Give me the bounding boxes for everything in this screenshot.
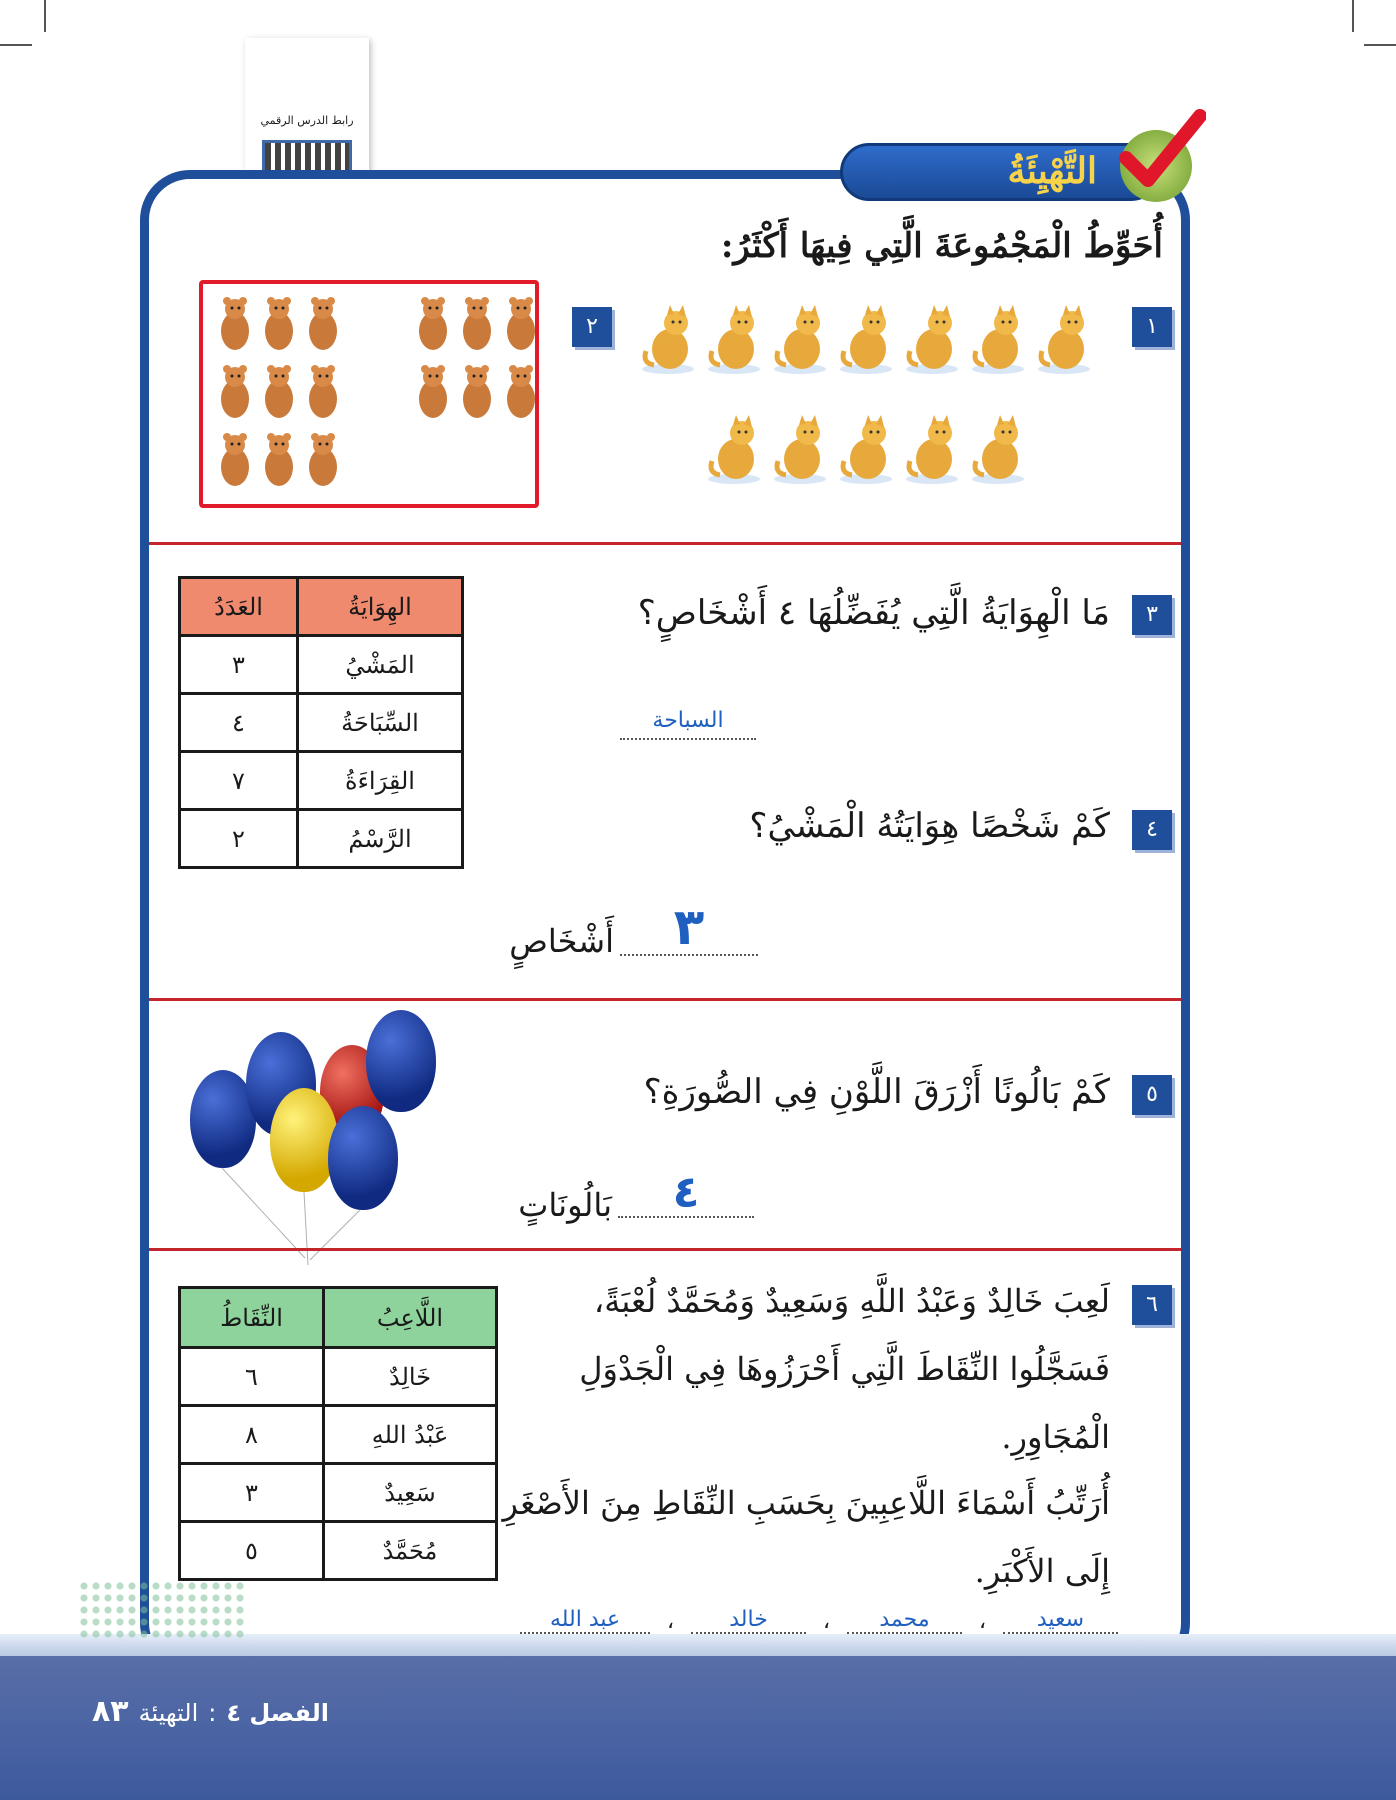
answer-6-4: عبد الله xyxy=(549,1607,621,1632)
table-cell: ٦ xyxy=(180,1348,324,1406)
table-cell: السِّبَاحَةُ xyxy=(298,694,463,752)
cat-figure xyxy=(706,305,762,379)
answer-6-2: محمد xyxy=(879,1607,930,1632)
cat-figure xyxy=(904,305,960,379)
answer-field-4[interactable] xyxy=(620,900,758,956)
hamster-figure xyxy=(303,363,343,425)
cat-figure xyxy=(904,415,960,489)
question-3-text: مَا الْهِوَايَةُ الَّتِي يُفَضِّلُهَا ٤ أَشْخَاصٍ؟ xyxy=(637,593,1110,633)
question-number-4: ٤ xyxy=(1132,810,1172,850)
hamster-figure xyxy=(501,363,541,425)
answer-5: ٤ xyxy=(672,1167,700,1218)
table-row xyxy=(180,752,463,810)
cat-figure xyxy=(640,305,696,379)
section-divider xyxy=(149,542,1181,545)
answer-row-6 xyxy=(520,1600,1118,1634)
comma: ، xyxy=(822,1609,831,1634)
answer-field-6[interactable] xyxy=(847,1607,962,1634)
hamster-figure xyxy=(413,363,453,425)
cat-figure xyxy=(838,415,894,489)
hamster-figure xyxy=(215,363,255,425)
footer-separator: : xyxy=(208,1699,217,1727)
hamster-figure xyxy=(501,295,541,357)
check-icon xyxy=(1120,130,1192,202)
crop-mark xyxy=(0,44,32,46)
title-banner xyxy=(840,143,1160,201)
table-header: النِّقَاطُ xyxy=(180,1288,324,1348)
table-header-row xyxy=(180,578,463,636)
cat-figure xyxy=(970,305,1026,379)
hamster-figure xyxy=(215,295,255,357)
balloons-image xyxy=(190,1010,450,1270)
crop-mark xyxy=(1364,44,1396,46)
table-row xyxy=(180,694,463,752)
answer-field-6[interactable] xyxy=(691,1607,806,1634)
question-6-line-4: أُرَتِّبُ أَسْمَاءَ اللَّاعِبِينَ بِحَسَبِ النِّقَاطِ مِنَ الأَصْغَرِ xyxy=(502,1484,1110,1522)
table-row xyxy=(180,810,463,868)
crop-mark xyxy=(44,0,46,32)
question-6-line-3: الْمُجَاوِرِ. xyxy=(1001,1418,1110,1456)
hamster-figure xyxy=(413,295,453,357)
hamster-figure xyxy=(259,431,299,493)
hamster-figure xyxy=(215,431,255,493)
question-number-1: ١ xyxy=(1132,307,1172,347)
answer-field-3[interactable] xyxy=(620,708,756,740)
comma: ، xyxy=(666,1609,675,1634)
table-row xyxy=(180,1522,497,1580)
comma: ، xyxy=(978,1609,987,1634)
page-title: التَّهْيِئَةُ xyxy=(1007,150,1097,192)
answer-4: ٣ xyxy=(673,898,705,956)
cat-figure xyxy=(772,305,828,379)
cat-figure xyxy=(1036,305,1092,379)
table-header: الهِوَايَةُ xyxy=(298,578,463,636)
question-number-3: ٣ xyxy=(1132,595,1172,635)
question-6-line-2: فَسَجَّلُوا النِّقَاطَ الَّتِي أَحْرَزُوهَا فِي الْجَدْوَلِ xyxy=(579,1350,1110,1388)
table-row xyxy=(180,1464,497,1522)
question-6-line-1: لَعِبَ خَالِدٌ وَعَبْدُ اللَّهِ وَسَعِيدٌ وَمُحَمَّدٌ لُعْبَةً، xyxy=(593,1282,1110,1320)
cat-figure xyxy=(772,415,828,489)
question-4-text: كَمْ شَخْصًا هِوَايَتُهُ الْمَشْيُ؟ xyxy=(749,806,1110,846)
question-5-unit: بَالُونَاتٍ xyxy=(518,1186,612,1224)
table-cell: ٣ xyxy=(180,636,298,694)
qr-caption: رابط الدرس الرقمي xyxy=(260,114,354,127)
table-header-row xyxy=(180,1288,497,1348)
hamster-figure xyxy=(303,431,343,493)
answer-3: السباحة xyxy=(652,708,724,733)
table-cell: عَبْدُ اللهِ xyxy=(324,1406,497,1464)
answer-6-1: سعيد xyxy=(1036,1607,1085,1632)
table-cell: ٢ xyxy=(180,810,298,868)
table-cell: خَالِدٌ xyxy=(324,1348,497,1406)
hamster-figure xyxy=(457,363,497,425)
footer-chapter: الفصل ٤ xyxy=(226,1699,329,1727)
question-5-text: كَمْ بَالُونًا أَزْرَقَ اللَّوْنِ فِي الصُّورَةِ؟ xyxy=(643,1072,1110,1112)
table-cell: ٣ xyxy=(180,1464,324,1522)
footer-label xyxy=(92,1694,329,1729)
question-number-6: ٦ xyxy=(1132,1285,1172,1325)
question-number-5: ٥ xyxy=(1132,1075,1172,1115)
table-row xyxy=(180,636,463,694)
footer-section: التهيئة xyxy=(138,1699,199,1727)
question-4-unit: أَشْخَاصٍ xyxy=(509,922,614,960)
cat-figure xyxy=(970,415,1026,489)
section-divider xyxy=(149,998,1181,1001)
table-cell: ٥ xyxy=(180,1522,324,1580)
table-cell: مُحَمَّدٌ xyxy=(324,1522,497,1580)
answer-6-3: خالد xyxy=(729,1607,768,1632)
hobby-table xyxy=(178,576,464,869)
page-number: ٨٣ xyxy=(92,1694,129,1729)
question-number-2: ٢ xyxy=(572,307,612,347)
ministry-logo-icon xyxy=(78,1580,248,1640)
table-cell: سَعِيدٌ xyxy=(324,1464,497,1522)
hamster-figure xyxy=(259,363,299,425)
table-row xyxy=(180,1406,497,1464)
hamster-figure xyxy=(303,295,343,357)
section-divider xyxy=(149,1248,1181,1251)
hamster-figure xyxy=(457,295,497,357)
cat-figure xyxy=(706,415,762,489)
table-cell: ٨ xyxy=(180,1406,324,1464)
table-cell: ٧ xyxy=(180,752,298,810)
answer-field-5[interactable] xyxy=(618,1167,754,1218)
hamster-figure xyxy=(259,295,299,357)
table-cell: القِرَاءَةُ xyxy=(298,752,463,810)
crop-mark xyxy=(1352,0,1354,32)
table-header: اللَّاعِبُ xyxy=(324,1288,497,1348)
answer-field-6[interactable] xyxy=(1003,1607,1118,1634)
players-table xyxy=(178,1286,498,1581)
instruction: أُحَوِّطُ الْمَجْمُوعَةَ الَّتِي فِيهَا أَكْثَرُ: xyxy=(720,226,1163,266)
hamsters-group[interactable] xyxy=(215,295,535,500)
table-header: العَدَدُ xyxy=(180,578,298,636)
table-cell: الرَّسْمُ xyxy=(298,810,463,868)
table-cell: ٤ xyxy=(180,694,298,752)
cats-group[interactable] xyxy=(640,305,1100,505)
question-6-line-5: إِلَى الأَكْبَرِ. xyxy=(974,1552,1110,1590)
table-row xyxy=(180,1348,497,1406)
answer-field-6[interactable] xyxy=(520,1607,650,1634)
table-cell: المَشْيُ xyxy=(298,636,463,694)
cat-figure xyxy=(838,305,894,379)
